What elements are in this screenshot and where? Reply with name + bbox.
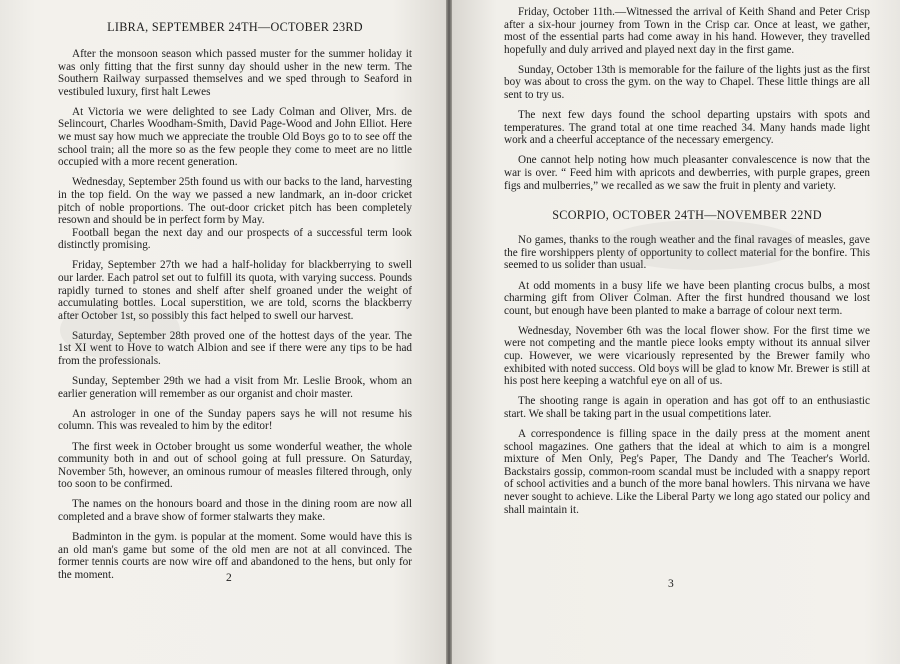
- page-number-left: 2: [226, 572, 232, 584]
- paragraph: The first week in October brought us some wonderful weather, the whole community both in and out of school going at full pressure. On Saturday, November 5th, however, an ominous rumour of measles filtered through, only too soon to be confirmed.: [58, 440, 412, 491]
- paragraph: The shooting range is again in operation and has got off to an enthusiastic start. We shall be taking part in the usual competitions later.: [504, 395, 870, 420]
- paragraph: Sunday, September 29th we had a visit from Mr. Leslie Brook, whom an earlier generation will remember as our organist and choir master.: [58, 375, 412, 400]
- paragraph: After the monsoon season which passed muster for the summer holiday it was only fitting that the first sunny day should usher in the new term. The Southern Railway surpassed themselves and we sped through to Seaford in vestibuled luxury, first halt Lewes: [58, 48, 412, 98]
- paragraph: At odd moments in a busy life we have been planting crocus bulbs, a most charming gift from Oliver Colman. After the first hundred thousand we lost count, but enough have been planted to make a barrage of colour next term.: [504, 279, 870, 317]
- paragraph: A correspondence is filling space in the daily press at the moment anent school magazines. One gathers that the ideal at which to aim is a mongrel mixture of Men Only, Peg's Paper, The Dandy and The Teacher's World. Backstairs gossip, common-room scandal must be included with a snappy report of school activities and a bunch of the more banal howlers. This nirvana we have never sought to achieve. Like the Liberal Party we long ago stated our policy and shall maintain it.: [504, 427, 870, 516]
- paragraph: Football began the next day and our prospects of a successful term look distinctly promising.: [58, 226, 412, 252]
- right-page: [452, 0, 900, 664]
- scorpio-heading: SCORPIO, OCTOBER 24TH—NOVEMBER 22ND: [552, 208, 822, 223]
- paragraph: The names on the honours board and those in the dining room are now all completed and a brave show of former stalwarts they make.: [58, 498, 412, 523]
- paper-stain: [602, 220, 802, 270]
- left-page: [0, 0, 446, 664]
- paragraph: Wednesday, November 6th was the local flower show. For the first time we were not competing and the mantle piece looks empty without its annual silver cup. However, we were vicariously represented by the Brewer family who exhibited with noted success. Old boys will be glad to know Mr. Brewer is still at his post here keeping a watchful eye on all of us.: [504, 324, 870, 388]
- paragraph: No games, thanks to the rough weather and the final ravages of measles, gave the fire worshippers plenty of opportunity to collect material for the bonfire. This seemed to us solider than usual.: [504, 234, 870, 272]
- paragraph: Badminton in the gym. is popular at the moment. Some would have this is an old man's game but some of the old men are not at all convinced. The former tennis courts are now wire off and abandoned to the hens, but only for the moment.: [58, 531, 412, 581]
- paragraph: An astrologer in one of the Sunday papers says he will not resume his column. This was revealed to him by the editor!: [58, 407, 412, 433]
- page-number-right: 3: [668, 578, 674, 590]
- paragraph: At Victoria we were delighted to see Lady Colman and Oliver, Mrs. de Selincourt, Charles Woodham-Smith, David Page-Wood and John Elliot. Here we must say how much we appreciate the trouble Old Boys go to to see off the school train; all the more so as the few people they come to meet are no little occupied with a more recent generation.: [58, 105, 412, 169]
- paragraph: Wednesday, September 25th found us with our backs to the land, harvesting in the top field. On the way we passed a new landmark, an in-door cricket pitch of noble proportions. The out-door cricket pitch has been completely resown and should be in perfect form by May.: [58, 176, 412, 227]
- paragraph: The next few days found the school departing upstairs with spots and temperatures. The grand total at one time reached 34. Many hands made light work and a cheerful acceptance of the necessary emergency.: [504, 109, 870, 147]
- libra-heading: LIBRA, SEPTEMBER 24TH—OCTOBER 23RD: [107, 20, 363, 34]
- paragraph: Friday, October 11th.—Witnessed the arrival of Keith Shand and Peter Crisp after a six-hour journey from Town in the Crisp car. Once at least, we gather, most of the essential parts had come away in his hand. However, they travelled hopefully and duly arrived and played next day in the first game.: [504, 6, 870, 56]
- paragraph: Sunday, October 13th is memorable for the failure of the lights just as the first boy was about to cross the gym. on the way to Chapel. These little things are all sent to try us.: [504, 63, 870, 102]
- paper-stain: [60, 300, 180, 360]
- paragraph: Saturday, September 28th proved one of the hottest days of the year. The 1st XI went to Hove to watch Albion and see if there were any tips to be had from the professionals.: [58, 329, 412, 368]
- paragraph: Friday, September 27th we had a half-holiday for blackberrying to swell our larder. Each patrol set out to fulfill its quota, with varying success. Pounds rapidly turned to stones and shelf after shelf groaned under the weight of accumulating bottles. Local superstition, we are told, scorns the blackberry after October 1st, so possibly this fact helped to swell our harvest.: [58, 259, 412, 322]
- paragraph: One cannot help noting how much pleasanter convalescence is now that the war is over. “ Feed him with apricots and dewberries, with purple grapes, green figs and mulberries,” we recalled as we saw the fruit in plenty and variety.: [504, 154, 870, 192]
